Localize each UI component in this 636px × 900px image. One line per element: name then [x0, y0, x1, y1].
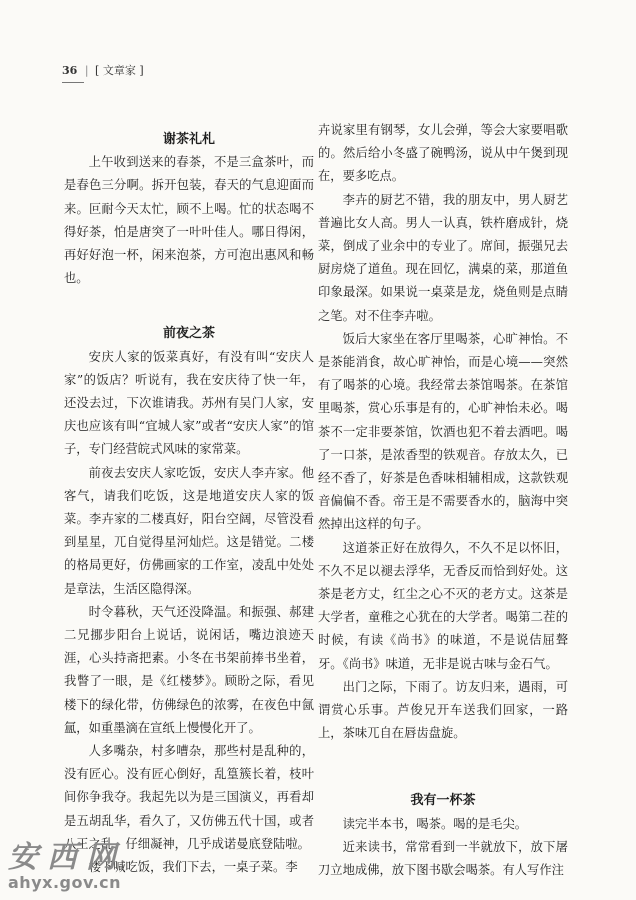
section-title-xiecha: 谢茶礼札 — [162, 132, 215, 147]
paragraph: 读完半本书，喝茶。喝的是毛尖。 — [342, 816, 528, 831]
header-separator: | — [84, 64, 89, 77]
paragraph: 饭后大家坐在客厅里喝茶，心旷神怡。不是茶能消食，故心旷神怡，而是心境——突然有了喝茶的心境。我经常去茶馆喝茶。在茶馆里喝茶，赏心乐事是有的，心旷神怡未必。喝茶不一定非要茶馆，饮酒也犯不着去酒吧。喝了一口茶，是浓香型的铁观音。存放太久，已经不香了，好茶是色香味相辅相成，这款铁观音偏偏不香。帝王是不需要香水的，脑海中突然掉出这样的句子。 — [318, 331, 568, 532]
section-title-qianye: 前夜之茶 — [162, 326, 215, 342]
paragraph: 近来读书，常常看到一半就放下，放下屠刀立地成佛，放下图书歇会喝茶。有人写作注 — [318, 839, 568, 878]
site-watermark — [8, 842, 125, 892]
section-label: [ 文章家 ] — [95, 64, 144, 77]
paragraph: 李卉的厨艺不错，我的朋友中，男人厨艺普遍比女人高。男人一认真，铁杵磨成针，烧菜，倒成了业余中的专业了。席间，振强兄去厨房烧了道鱼。现在回忆，满桌的菜，那道鱼印象最深。如果说一桌菜是龙，烧鱼则是点睛之笔。对不住李卉啦。 — [318, 192, 568, 323]
paragraph: 前夜去安庆人家吃饭，安庆人李卉家。他客气，请我们吃饭，这是地道安庆人家的饭菜。李卉家的二楼真好，阳台空阔，尽管没看到星星，兀自觉得星河灿烂。这是错觉。二楼的格局更好，仿佛画家的工作室，凌乱中处处是章法，生活区隐得深。 — [64, 465, 314, 596]
paragraph: 上午收到送来的春茶，不是三盒茶叶，而是春色三分啊。拆开包装，春天的气息迎面而来。叵耐今天太忙，顾不上喝。忙的状态喝不得好茶，怕是唐突了一叶叶佳人。哪日得闲，再好好泡一杯，闲来泡茶，方可泡出惠风和畅也。 — [64, 155, 314, 286]
paragraph: 人多嘴杂，村多嘈杂，那些村是乱种的，没有匠心。没有匠心倒好，乱篁簇长着，枝叶间你争我夺。我起先以为是三国演义，再看却是五胡乱华，看久了，又仿佛五代十国，或者八王之乱，仔细凝神，几乎成诺曼底登陆啦。 — [64, 744, 314, 851]
column-left — [64, 119, 314, 879]
paragraph-split-start: 楼下喊吃饭，我们下去，一桌子菜。李 — [88, 860, 298, 875]
watermark-logo: 安西网 — [8, 840, 125, 875]
paragraph: 出门之际，下雨了。访友归来，遇雨，可谓赏心乐事。芦俊兄开车送我们回家，一路上，茶味兀自在唇齿盘旋。 — [318, 679, 568, 741]
paragraph: 时令暮秋，天气还没降温。和振强、郝建二兄挪步阳台上说话，说闲话，嘴边浪迹天涯，心头持斋把素。小冬在书架前捧书坐着，我瞥了一眼，是《红楼梦》。顾盼之际，看见楼下的绿化带，仿佛绿色的浓雾，在夜色中氤氲，如重墨滴在宣纸上慢慢化开了。 — [64, 604, 314, 735]
column-right — [318, 119, 568, 882]
watermark-url: ahyx.gov.cn — [8, 873, 122, 892]
paragraph: 这道茶正好在放得久，不久不足以怀旧，不久不足以褪去浮华，无香反而恰到好处。这茶是老方丈，红尘之心不灭的老方丈。这茶是大学者，童稚之心犹在的大学者。喝第二茬的时候，有读《尚书》的味道，不是说佶屈聱牙。《尚书》味道，无非是说古味与金石气。 — [318, 540, 568, 671]
page-number: 36 — [62, 64, 78, 77]
header-rule — [62, 82, 84, 83]
running-header — [62, 62, 144, 78]
paragraph: 安庆人家的饭菜真好，有没有叫“安庆人家”的饭店？听说有，我在安庆待了快一年，还没去过，下次谁请我。苏州有吴门人家，安庆也应该有叫“宜城人家”或者“安庆人家”的馆子，专门经营皖式风味的家常菜。 — [64, 349, 314, 457]
paragraph-split-end: 卉说家里有钢琴，女儿会弹，等会大家要唱歌的。然后给小冬盛了碗鸭汤，说从中午煲到现在，要多吃点。 — [318, 123, 568, 184]
section-title-wuyou: 我有一杯茶 — [410, 793, 476, 809]
